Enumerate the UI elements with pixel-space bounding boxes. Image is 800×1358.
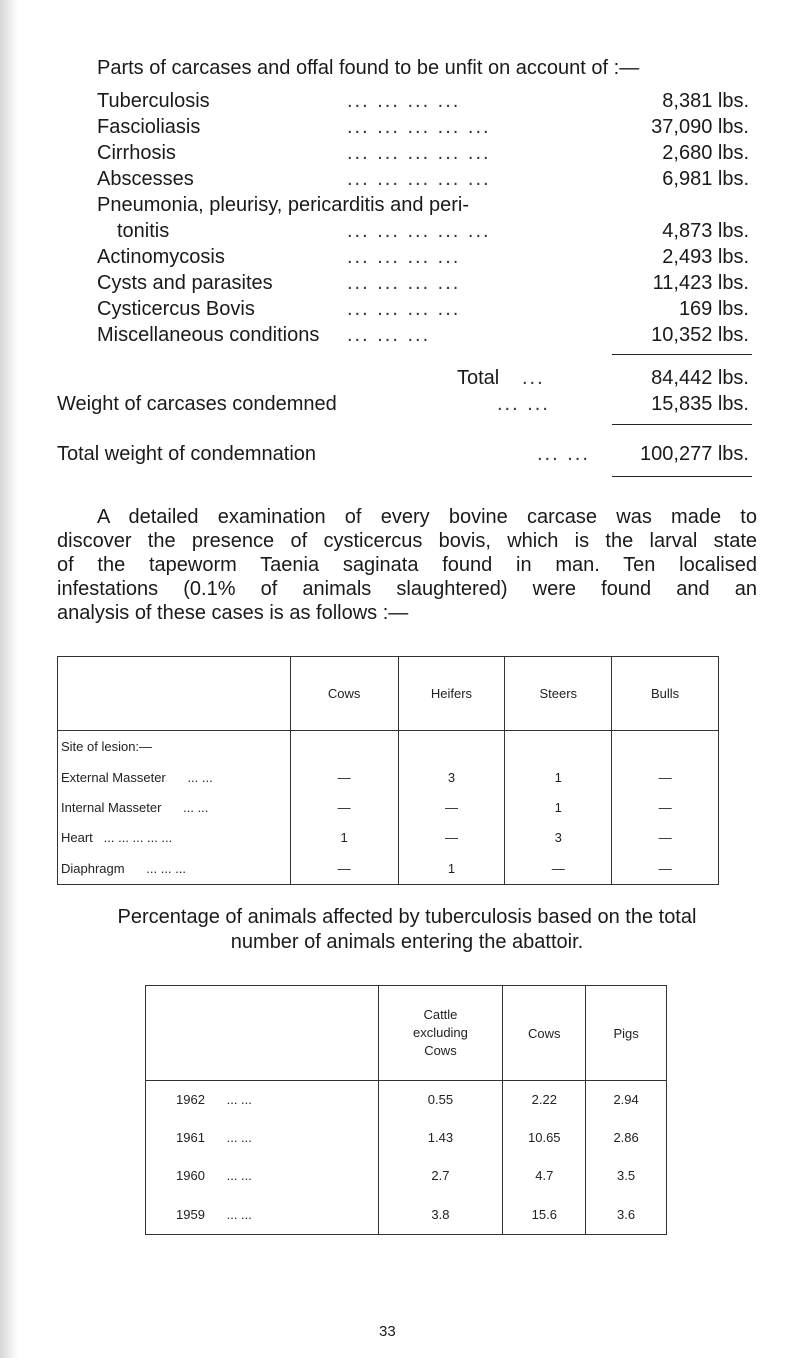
table-cell: 1 (505, 793, 612, 823)
table-row (146, 1081, 667, 1119)
table-cell: — (612, 823, 719, 853)
year-cell (146, 1081, 379, 1119)
paragraph-line: A detailed examination of every bovine carcase was made to (97, 506, 757, 528)
column-header-cows: Cows (503, 986, 586, 1081)
leader-dots: ... ... (497, 393, 550, 415)
paragraph-line: analysis of these cases is as follows :— (57, 602, 409, 624)
grand-total-rule-top (612, 424, 752, 425)
site-label: Internal Masseter (61, 800, 162, 815)
year-cell (146, 1195, 379, 1235)
site-label: Diaphragm (61, 860, 125, 876)
leader-dots: ... ... ... ... (347, 298, 461, 320)
lesion-site-cell (58, 763, 291, 793)
table-cell: — (290, 853, 398, 885)
table-row (58, 823, 719, 853)
column-header-cattle: Cattle excluding Cows (378, 986, 503, 1081)
leader-dots: ... ... ... ... ... (103, 830, 173, 845)
cysticercus-paragraph (57, 505, 757, 625)
weight-value: 6,981 lbs. (662, 168, 749, 190)
paragraph-line: infestations (0.1% of animals slaughtered) were found and an (57, 578, 757, 600)
grand-total-label: Total weight of condemnation (57, 443, 317, 465)
column-header-pigs: Pigs (586, 986, 667, 1081)
leader-dots: ... ... (537, 443, 590, 465)
weight-value: 2,680 lbs. (662, 142, 749, 164)
tb-caption (57, 905, 757, 955)
grand-total-value: 100,277 lbs. (640, 443, 749, 465)
leader-dots: ... ... ... ... (347, 246, 461, 268)
condition-label: Cysticercus Bovis (97, 298, 255, 320)
site-label: Heart (61, 830, 93, 845)
leader-dots: ... ... ... ... ... (347, 116, 491, 138)
table-cell: — (398, 793, 505, 823)
table-cell: 2.7 (378, 1157, 503, 1195)
column-header-steers: Steers (505, 657, 612, 731)
table-row (146, 1119, 667, 1157)
table-cell: — (612, 853, 719, 885)
table-cell: 1.43 (378, 1119, 503, 1157)
condition-label: Tuberculosis (97, 90, 210, 112)
total-rule (612, 354, 752, 355)
year-label: 1959 (176, 1206, 205, 1222)
list-item (97, 114, 757, 140)
offal-list (97, 88, 757, 348)
column-header-heifers: Heifers (398, 657, 505, 731)
leader-dots: ... (522, 367, 545, 389)
grand-total-rule-bottom (612, 476, 752, 477)
condition-label: Pneumonia, pleurisy, pericarditis and peri- (97, 194, 470, 216)
condition-label: Cirrhosis (97, 142, 176, 164)
table-cell: 1 (398, 853, 505, 885)
list-item (97, 88, 757, 114)
condemned-row (57, 391, 757, 417)
table-cell: 0.55 (378, 1081, 503, 1119)
table-row (58, 763, 719, 793)
leader-dots: ... ... (226, 1168, 252, 1183)
table-cell: 10.65 (503, 1119, 586, 1157)
weight-value: 4,873 lbs. (662, 220, 749, 242)
table-row (58, 853, 719, 885)
table-cell: 15.6 (503, 1195, 586, 1235)
table-row (58, 793, 719, 823)
binding-shadow (0, 0, 18, 1358)
table-cell: 3 (505, 823, 612, 853)
paragraph-line: discover the presence of cysticercus bovis, which is the larval state (57, 530, 757, 552)
weight-value: 8,381 lbs. (662, 90, 749, 112)
table-cell: — (612, 793, 719, 823)
table-cell: 1 (290, 823, 398, 853)
year-cell (146, 1157, 379, 1195)
condition-label: Abscesses (97, 168, 194, 190)
lesion-site-cell (58, 793, 291, 823)
table-cell: 3.8 (378, 1195, 503, 1235)
weight-value: 10,352 lbs. (651, 324, 749, 346)
tuberculosis-table (145, 985, 667, 1235)
condition-label: Actinomycosis (97, 246, 225, 268)
weight-value: 169 lbs. (678, 298, 749, 320)
leader-dots: ... ... (226, 1092, 252, 1108)
site-label: External Masseter (61, 770, 166, 785)
condition-label: Fascioliasis (97, 116, 201, 138)
table-cell: — (290, 763, 398, 793)
leader-dots: ... ... ... ... ... (347, 168, 491, 190)
list-item (97, 270, 757, 296)
table-cell: 3.5 (586, 1157, 667, 1195)
table-cell: 3.6 (586, 1195, 667, 1235)
lesion-site-cell (58, 853, 291, 885)
table-cell: 2.86 (586, 1119, 667, 1157)
leader-dots: ... ... (187, 770, 213, 785)
total-value: 84,442 lbs. (651, 367, 749, 389)
list-item (97, 244, 757, 270)
total-row (97, 365, 757, 391)
section-label: Site of lesion:— (58, 731, 291, 763)
header-blank (146, 986, 379, 1081)
list-item (97, 218, 757, 244)
list-item (97, 296, 757, 322)
year-label: 1961 (176, 1130, 205, 1145)
condemned-value: 15,835 lbs. (651, 393, 749, 415)
table-cell: — (505, 853, 612, 885)
header-blank (58, 657, 291, 731)
list-item (97, 192, 757, 218)
table-row (146, 1195, 667, 1235)
grand-total-row (57, 441, 757, 467)
column-header-bulls: Bulls (612, 657, 719, 731)
column-header-cows: Cows (290, 657, 398, 731)
condition-label: Cysts and parasites (97, 272, 273, 294)
leader-dots: ... ... ... ... (347, 90, 461, 112)
leader-dots: ... ... ... ... ... (347, 220, 491, 242)
table-cell: — (290, 793, 398, 823)
table-header-row (146, 986, 667, 1081)
table-cell: 2.94 (586, 1081, 667, 1119)
list-item (97, 166, 757, 192)
list-item (97, 322, 757, 348)
paragraph-line: of the tapeworm Taenia saginata found in man. Ten localised (57, 554, 757, 576)
caption-line: number of animals entering the abattoir. (230, 931, 584, 953)
table-row (146, 1157, 667, 1195)
leader-dots: ... ... (226, 1130, 252, 1145)
table-header-row (58, 657, 719, 731)
leader-dots: ... ... ... (347, 324, 431, 346)
table-cell: 4.7 (503, 1157, 586, 1195)
leader-dots: ... ... ... ... ... (347, 142, 491, 164)
table-cell: — (612, 763, 719, 793)
table-cell: 1 (505, 763, 612, 793)
weight-value: 2,493 lbs. (662, 246, 749, 268)
leader-dots: ... ... (183, 800, 209, 815)
year-label: 1960 (176, 1168, 205, 1183)
weight-value: 37,090 lbs. (651, 116, 749, 138)
leader-dots: ... ... (226, 1206, 252, 1222)
lesion-site-cell (58, 823, 291, 853)
table-cell: 2.22 (503, 1081, 586, 1119)
weight-value: 11,423 lbs. (652, 272, 749, 294)
table-cell: — (398, 823, 505, 853)
caption-line: Percentage of animals affected by tuberculosis based on the total (117, 906, 697, 928)
condition-label: tonitis (117, 220, 170, 242)
page-number: 33 (379, 1323, 396, 1340)
section-row (58, 731, 719, 763)
list-item (97, 140, 757, 166)
leader-dots: ... ... ... ... (347, 272, 461, 294)
year-cell (146, 1119, 379, 1157)
table-cell: 3 (398, 763, 505, 793)
lesion-table (57, 656, 719, 885)
condemned-label: Weight of carcases condemned (57, 393, 337, 415)
year-label: 1962 (176, 1092, 205, 1108)
total-label: Total (457, 367, 500, 389)
condition-label: Miscellaneous conditions (97, 324, 320, 346)
leader-dots: ... ... ... (146, 860, 186, 876)
offal-heading: Parts of carcases and offal found to be unfit on account of :— (97, 57, 640, 79)
